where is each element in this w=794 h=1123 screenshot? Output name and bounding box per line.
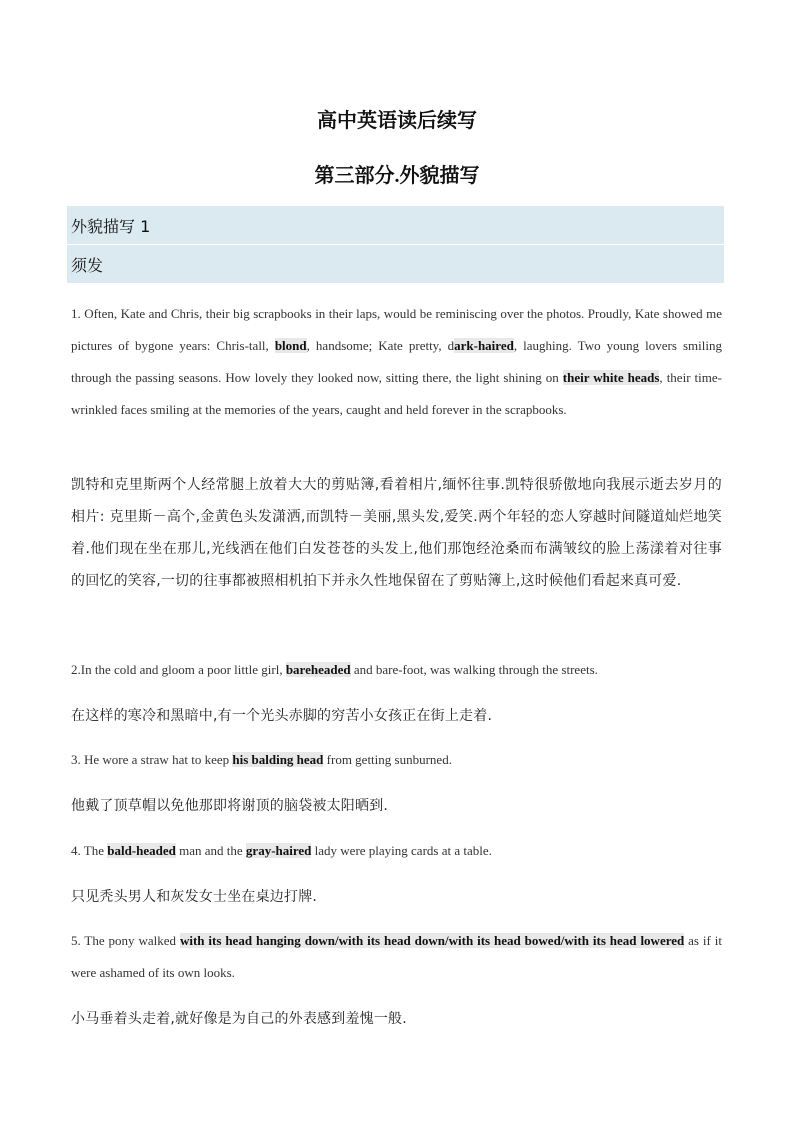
document-title: 高中英语读后续写 bbox=[317, 110, 477, 132]
highlighted-phrase: bareheaded bbox=[285, 662, 351, 677]
text-run: lady were playing cards at a table. bbox=[311, 843, 492, 858]
example-3-chinese: 他戴了顶草帽以免他那即将谢顶的脑袋被太阳晒到. bbox=[71, 798, 389, 814]
text-run: , handsome; Kate pretty, d bbox=[306, 338, 455, 353]
example-2-english bbox=[71, 654, 722, 686]
highlighted-phrase: his balding head bbox=[232, 752, 324, 767]
text-run: , laughing. Two young lovers smiling through the passing seasons. How lovely they looked now, sitting there, the light shining on bbox=[71, 338, 722, 385]
part-title: 第三部分.外貌描写 bbox=[314, 165, 480, 187]
example-2-chinese: 在这样的寒冷和黑暗中,有一个光头赤脚的穷苦小女孩正在街上走着. bbox=[71, 708, 493, 724]
example-5-chinese: 小马垂着头走着,就好像是为自己的外表感到羞愧一般. bbox=[71, 1011, 407, 1027]
highlighted-phrase: bald-headed bbox=[107, 843, 176, 858]
example-1-chinese: 凯特和克里斯两个人经常腿上放着大大的剪贴簿,看着相片,缅怀往事.凯特很骄傲地向我展示逝去岁月的相片: 克里斯－高个,金黄色头发潇洒,而凯特－美丽,黑头发,爱笑.两个年轻的恋人穿越时间隧道灿烂地笑着.他们现在坐在那儿,光线洒在他们白发苍苍的头发上,他们那饱经沧桑而布满皱纹的脸上荡漾着对往事的回忆的笑容,一切的往事都被照相机拍下并永久性地保留在了剪贴簿上,这时候他们看起来真可爱. bbox=[71, 477, 722, 589]
text-run: , their time-wrinkled faces smiling at the memories of the years, caught and held forever in the scrapbooks. bbox=[71, 370, 722, 417]
text-run: 1. Often, Kate and Chris, their big scrapbooks in their laps, would be reminiscing over the photos. Proudly, Kate showed me pictures of bygone years: Chris-tall, bbox=[71, 306, 722, 353]
example-4-chinese: 只见秃头男人和灰发女士坐在桌边打牌. bbox=[71, 889, 318, 905]
section-subheading-band bbox=[67, 245, 724, 283]
section-subheading: 须发 bbox=[71, 256, 104, 275]
example-4-english bbox=[71, 835, 722, 867]
highlighted-phrase: their white heads bbox=[562, 370, 660, 385]
text-run: 5. The pony walked bbox=[71, 933, 180, 948]
text-run: 3. He wore a straw hat to keep bbox=[71, 752, 233, 767]
text-run: 4. The bbox=[71, 843, 108, 858]
text-run: and bare-foot, was walking through the streets. bbox=[350, 662, 598, 677]
text-run: from getting sunburned. bbox=[323, 752, 452, 767]
section-heading: 外貌描写 1 bbox=[71, 217, 151, 236]
example-3-english bbox=[71, 744, 722, 776]
highlighted-phrase: gray-haired bbox=[245, 843, 312, 858]
text-run: man and the bbox=[175, 843, 246, 858]
highlighted-phrase: ark-haired bbox=[454, 338, 514, 353]
section-heading-band bbox=[67, 206, 724, 244]
text-run: as if it were ashamed of its own looks. bbox=[71, 933, 722, 980]
highlighted-phrase: with its head hanging down/with its head down/with its head bowed/with its head lowered bbox=[179, 933, 685, 948]
example-5-english bbox=[71, 925, 722, 989]
text-run: 2.In the cold and gloom a poor little girl, bbox=[71, 662, 286, 677]
highlighted-phrase: blond bbox=[274, 338, 307, 353]
example-1-english bbox=[71, 298, 722, 426]
